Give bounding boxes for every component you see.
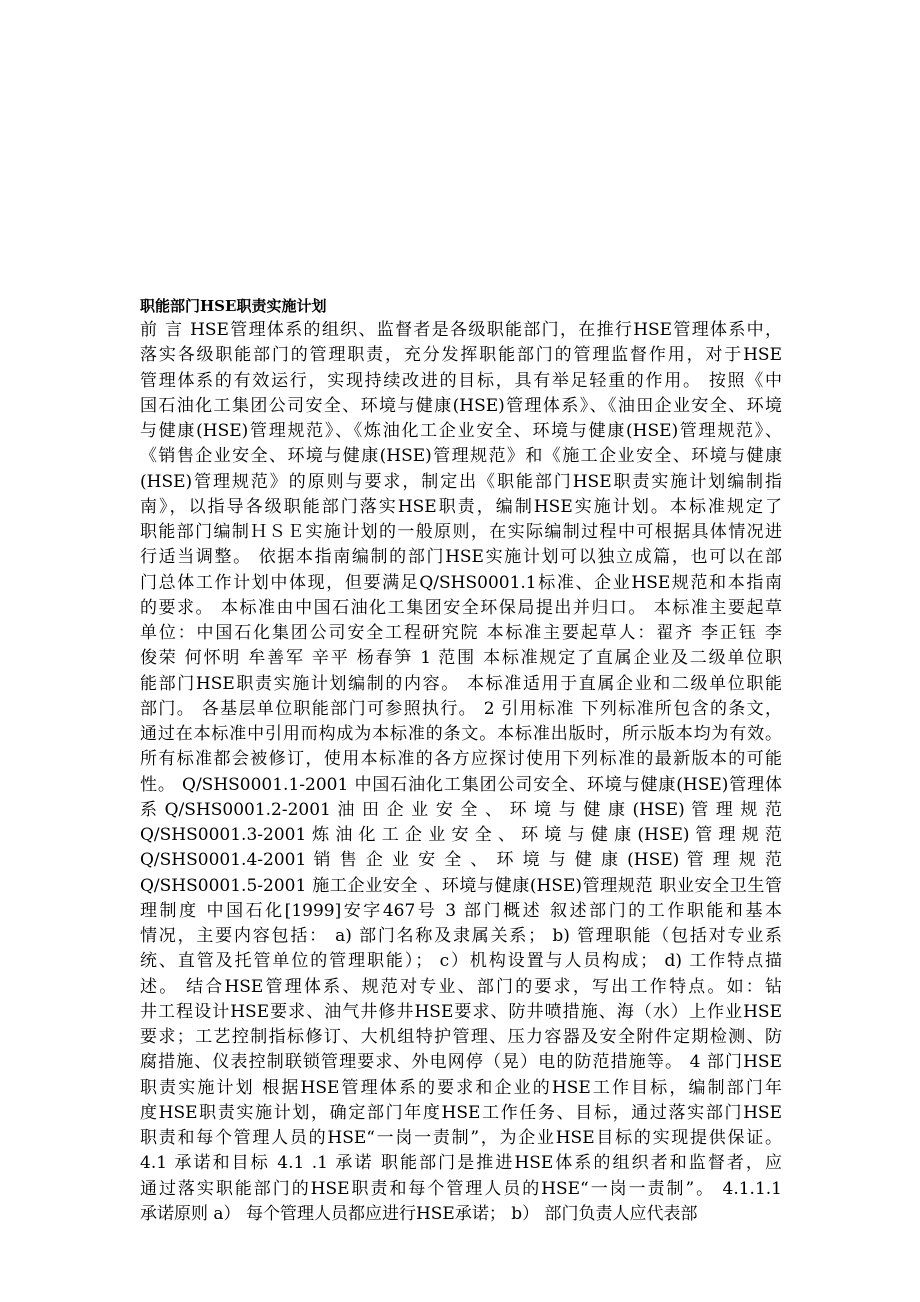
- body-line: 井工程设计HSE要求、油气井修井HSE要求、防井喷措施、海（水）上作业HSE: [140, 1001, 782, 1022]
- body-line: 统、直管及托管单位的管理职能）； c）机构设置与人员构成； d) 工作特点描: [140, 951, 782, 972]
- body-line: 单位：中国石化集团公司安全工程研究院 本标准主要起草人：翟齐 李正钰 李: [140, 623, 782, 643]
- body-line: 职能部门编制ＨＳＥ实施计划的一般原则，在实际编制过程中可根据具体情况进: [140, 522, 782, 542]
- body-line: 性。 Q/SHS0001.1-2001 中国石油化工集团公司安全、环境与健康(HSE)管理体: [140, 774, 782, 795]
- body-line: Q/SHS0001.5-2001 施工企业安全 、环境与健康(HSE)管理规范 职业安全卫生管: [140, 875, 782, 896]
- body-line: 部门。 各基层单位职能部门可参照执行。 2 引用标准 下列标准所包含的条文，: [140, 698, 782, 719]
- body-line: 情况，主要内容包括： a) 部门名称及隶属关系； b) 管理职能（包括对专业系: [140, 926, 782, 946]
- body-line: (HSE)管理规范》的原则与要求，制定出《职能部门HSE职责实施计划编制指: [140, 471, 782, 492]
- body-line: 理制度 中国石化[1999]安字467号 3 部门概述 叙述部门的工作职能和基本: [140, 900, 782, 921]
- body-line: 述。 结合HSE管理体系、规范对专业、部门的要求，写出工作特点。如：钻: [140, 976, 782, 997]
- body-line: 国石油化工集团公司安全、环境与健康(HSE)管理体系》、《油田企业安全、环境: [140, 395, 782, 416]
- body-line: 《销售企业安全、环境与健康(HSE)管理规范》和《施工企业安全、环境与健康: [140, 446, 782, 467]
- body-line: 的要求。 本标准由中国石油化工集团安全环保局提出并归口。 本标准主要起草: [140, 597, 782, 618]
- document-page: [140, 296, 782, 1227]
- body-line: 通过落实职能部门的HSE职责和每个管理人员的HSE“一岗一责制”。 4.1.1.1: [140, 1178, 782, 1199]
- body-line: 落实各级职能部门的管理职责，充分发挥职能部门的管理监督作用，对于HSE: [140, 345, 782, 366]
- document-body: [140, 318, 782, 1227]
- body-line: 与健康(HSE)管理规范》、《炼油化工企业安全、环境与健康(HSE)管理规范》、: [140, 421, 782, 441]
- body-line: 要求；工艺控制指标修订、大机组特护管理、压力容器及安全附件定期检测、防: [140, 1027, 782, 1047]
- body-line: 职责和每个管理人员的HSE“一岗一责制”，为企业HSE目标的实现提供保证。: [140, 1128, 782, 1148]
- body-line: 俊荣 何怀明 牟善军 辛平 杨春笋 1 范围 本标准规定了直属企业及二级单位职: [140, 648, 782, 669]
- body-line: 职责实施计划 根据HSE管理体系的要求和企业的HSE工作目标，编制部门年: [140, 1077, 782, 1098]
- body-line: 所有标准都会被修订，使用本标准的各方应探讨使用下列标准的最新版本的可能: [140, 749, 782, 770]
- body-line: Q/SHS0001.3-2001 炼 油 化 工 企 业 安 全 、 环 境 与 健 康 (HSE) 管 理 规 范: [140, 825, 782, 845]
- body-line: 南》，以指导各级职能部门落实HSE职责，编制HSE实施计划。本标准规定了: [140, 496, 782, 517]
- body-line: 行适当调整。 依据本指南编制的部门HSE实施计划可以独立成篇，也可以在部: [140, 547, 782, 568]
- body-line: 通过在本标准中引用而构成为本标准的条文。本标准出版时，所示版本均为有效。: [140, 724, 782, 744]
- body-line: 门总体工作计划中体现，但要满足Q/SHS0001.1标准、企业HSE规范和本指南: [140, 572, 782, 593]
- body-line: 前 言 HSE管理体系的组织、监督者是各级职能部门，在推行HSE管理体系中，: [140, 320, 782, 340]
- body-line: 能部门HSE职责实施计划编制的内容。 本标准适用于直属企业和二级单位职能: [140, 673, 782, 694]
- body-line: 管理体系的有效运行，实现持续改进的目标，具有举足轻重的作用。 按照《中: [140, 370, 782, 391]
- body-line: 度HSE职责实施计划，确定部门年度HSE工作任务、目标，通过落实部门HSE: [140, 1102, 782, 1123]
- body-line: 承诺原则 a） 每个管理人员都应进行HSE承诺； b） 部门负责人应代表部: [140, 1203, 698, 1224]
- body-line: 系 Q/SHS0001.2-2001 油 田 企 业 安 全 、 环 境 与 健 康 (HSE) 管 理 规 范: [140, 799, 782, 820]
- document-title: 职能部门HSE职责实施计划: [140, 297, 327, 315]
- body-line: 腐措施、仪表控制联锁管理要求、外电网停（晃）电的防范措施等。 4 部门HSE: [140, 1052, 782, 1073]
- body-line: 4.1 承诺和目标 4.1 .1 承诺 职能部门是推进HSE体系的组织者和监督者，应: [140, 1153, 782, 1174]
- body-line: Q/SHS0001.4-2001 销 售 企 业 安 全 、 环 境 与 健 康 (HSE) 管 理 规 范: [140, 850, 782, 871]
